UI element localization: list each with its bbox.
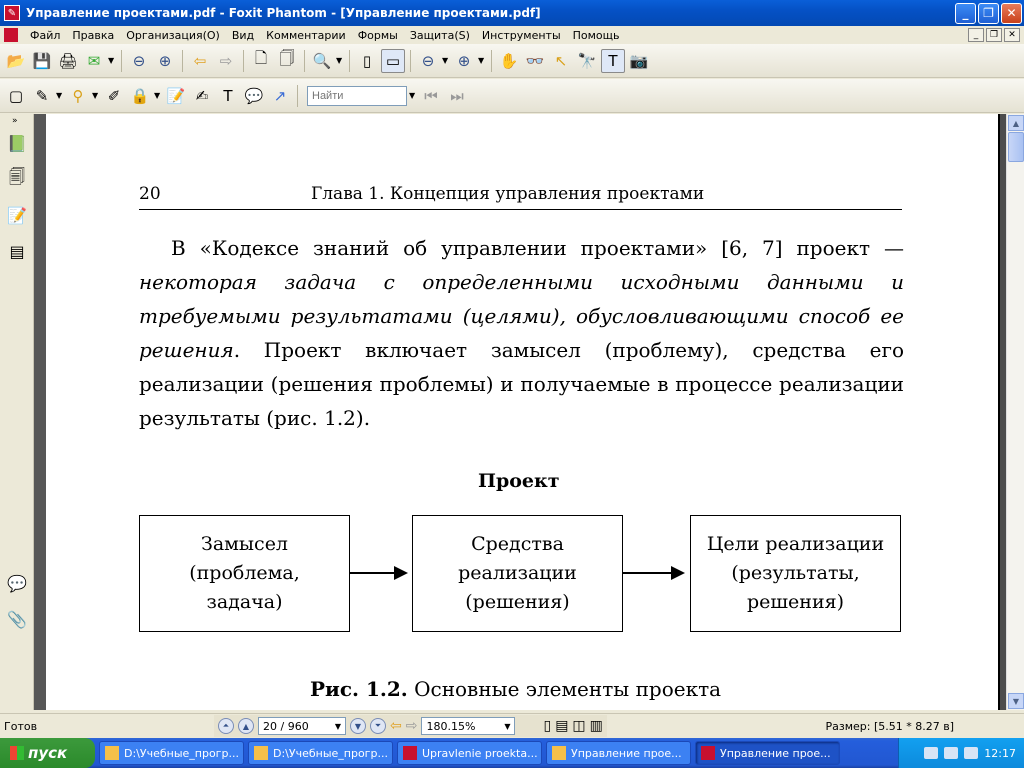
taskbar-item-label: Управление прое...: [720, 746, 831, 760]
network-icon[interactable]: [924, 747, 938, 759]
document-view[interactable]: [46, 114, 1006, 710]
main-toolbar: [0, 44, 1024, 78]
window-title: Управление проектами.pdf - Foxit Phantom - [Управление проектами.pdf]: [26, 6, 541, 20]
next-page-icon[interactable]: ⊕: [158, 51, 172, 70]
hand-tool-icon[interactable]: ✋: [499, 51, 519, 70]
menu-help[interactable]: Помощь: [572, 28, 620, 42]
select-arrow-icon[interactable]: ↖: [554, 51, 568, 70]
taskbar: [0, 738, 1024, 768]
continuous-icon[interactable]: ▤: [555, 718, 569, 734]
pdf-page: [46, 114, 1000, 710]
taskbar-item[interactable]: [248, 741, 393, 765]
menu-tools[interactable]: Инструменты: [481, 28, 561, 42]
menu-file[interactable]: Файл: [30, 28, 61, 42]
zoom-field-dropdown-icon[interactable]: ▼: [504, 721, 511, 731]
status-bar: [0, 713, 1024, 738]
diagram-arrow: [350, 572, 406, 574]
toolbar-divider: [182, 50, 183, 72]
lock-dropdown-icon[interactable]: ▼: [154, 91, 161, 100]
document-icon[interactable]: [4, 28, 18, 42]
volume-icon[interactable]: [964, 747, 978, 759]
print-icon[interactable]: 🖨: [58, 51, 78, 70]
page-navigation: [214, 715, 607, 737]
callout-icon[interactable]: 💬: [244, 86, 264, 105]
box-goals-label: Цели реализации (результаты, решения): [706, 533, 885, 613]
read-glasses-icon[interactable]: 👓: [525, 51, 545, 70]
minimize-button[interactable]: _: [955, 3, 976, 24]
nav-forward-icon[interactable]: ⇨: [405, 718, 418, 734]
single-page-icon[interactable]: ▯: [543, 718, 552, 734]
arrow-tool-icon[interactable]: ↗: [273, 86, 287, 105]
foxit-app-icon: ✎: [4, 5, 20, 21]
foxit-icon: [701, 746, 715, 760]
menu-forms[interactable]: Формы: [357, 28, 398, 42]
figure-title: Проект: [478, 470, 560, 492]
email-dropdown-icon[interactable]: ▼: [108, 56, 115, 65]
taskbar-item-label: Upravlenie proekta...: [422, 746, 538, 760]
zoom-in-dropdown-icon[interactable]: ▼: [478, 56, 485, 65]
highlight-icon[interactable]: ✐: [107, 86, 121, 105]
menu-organize[interactable]: Организация(О): [126, 28, 220, 42]
system-tray: [898, 738, 1024, 768]
status-ready: Готов: [4, 719, 38, 733]
page-number-field[interactable]: [258, 717, 346, 735]
menu-view[interactable]: Вид: [231, 28, 255, 42]
windows-logo-icon: [10, 746, 24, 760]
edit-toolbar: [0, 79, 1024, 113]
zoom-in-icon[interactable]: ⊕: [457, 51, 471, 70]
doc-restore-button[interactable]: ❐: [986, 28, 1002, 42]
menu-edit[interactable]: Правка: [72, 28, 115, 42]
layers-icon[interactable]: ▤: [9, 241, 25, 261]
menu-protect[interactable]: Защита(S): [409, 28, 470, 42]
scroll-up-icon[interactable]: ▲: [1008, 115, 1024, 131]
insert-page-icon[interactable]: 🗋: [254, 49, 268, 67]
close-button[interactable]: ✕: [1001, 3, 1022, 24]
page-number-value: 20 / 960: [263, 719, 309, 733]
attachments-icon[interactable]: 📎: [7, 609, 27, 629]
bookmarks-icon[interactable]: 📗: [7, 133, 27, 153]
start-label: пуск: [28, 744, 68, 762]
snapshot-icon[interactable]: 📷: [629, 51, 649, 70]
note-edit-icon[interactable]: 📝: [166, 86, 186, 105]
pen-icon[interactable]: ✎: [35, 86, 49, 105]
facing-icon[interactable]: ◫: [572, 718, 586, 734]
vertical-scrollbar[interactable]: [1006, 114, 1024, 710]
body-paragraph: [139, 231, 904, 435]
email-icon[interactable]: ✉: [87, 51, 101, 70]
language-icon[interactable]: [944, 747, 958, 759]
next-page-nav-icon[interactable]: ▼: [350, 718, 366, 734]
binoculars-icon[interactable]: 🔭: [577, 51, 597, 70]
clock: 12:17: [984, 746, 1016, 760]
maximize-button[interactable]: ❐: [978, 3, 999, 24]
find-prev-icon[interactable]: ⏮: [424, 86, 438, 105]
taskbar-item-label: D:\Учебные_прогр...: [273, 746, 388, 760]
lock-icon[interactable]: 🔒: [130, 86, 150, 105]
navigation-panel: [0, 114, 34, 710]
zoom-out-dropdown-icon[interactable]: ▼: [442, 56, 449, 65]
pen-dropdown-icon[interactable]: ▼: [56, 91, 63, 100]
taskbar-item-label: Управление прое...: [571, 746, 682, 760]
first-page-icon[interactable]: ⏶: [218, 718, 234, 734]
typewriter-icon[interactable]: ✍: [195, 86, 209, 105]
doc-minimize-button[interactable]: _: [968, 28, 984, 42]
taskbar-item-label: D:\Учебные_прогр...: [124, 746, 239, 760]
find-next-icon[interactable]: ⏭: [450, 86, 464, 105]
taskbar-item[interactable]: [546, 741, 691, 765]
open-icon[interactable]: 📂: [6, 51, 26, 70]
text-select-icon[interactable]: T: [601, 49, 625, 73]
caption-number: Рис. 1.2.: [310, 677, 408, 701]
box-concept-label: Замысел (проблема, задача): [189, 533, 300, 613]
menu-comments[interactable]: Комментарии: [266, 28, 346, 42]
box-means-label: Средства реализации (решения): [458, 533, 577, 613]
title-bar: [0, 0, 1024, 26]
figure-caption: [310, 677, 721, 701]
prev-page-icon[interactable]: ⊖: [132, 51, 146, 70]
toolbar-divider: [304, 50, 305, 72]
zoom-value: 180.15%: [426, 719, 476, 733]
back-arrow-icon[interactable]: ⇦: [193, 51, 207, 70]
comment-box-icon[interactable]: ▢: [8, 86, 24, 105]
diagram-arrow: [623, 572, 683, 574]
forward-arrow-icon[interactable]: ⇨: [219, 51, 233, 70]
save-icon[interactable]: 💾: [32, 51, 52, 70]
folder-icon: [105, 746, 119, 760]
toolbar-divider: [410, 50, 411, 72]
toolbar-divider: [121, 50, 122, 72]
paragraph-text-start: В «Кодексе знаний об управлении проектами» [6, 7] проект —: [171, 236, 904, 260]
fit-width-icon[interactable]: ▭: [381, 49, 405, 73]
toolbar-divider: [491, 50, 492, 72]
taskbar-item-active[interactable]: [695, 741, 840, 765]
page-gutter: [34, 114, 46, 710]
scroll-thumb[interactable]: [1008, 132, 1024, 162]
panel-collapse-icon[interactable]: »: [12, 116, 18, 126]
page-size: Размер: [5.51 * 8.27 в]: [825, 719, 954, 733]
toolbar-divider: [349, 50, 350, 72]
start-button[interactable]: [0, 738, 95, 768]
caption-text: Основные элементы проекта: [407, 677, 722, 701]
nav-back-icon[interactable]: ⇦: [390, 718, 402, 734]
page-header: [139, 184, 902, 210]
chapter-title: Глава 1. Концепция управления проектами: [311, 184, 705, 204]
doc-close-button[interactable]: ✕: [1004, 28, 1020, 42]
zoom-dropdown-icon[interactable]: ▼: [336, 56, 343, 65]
comments-panel-icon[interactable]: 💬: [7, 573, 27, 593]
find-input[interactable]: [307, 86, 407, 106]
extract-page-icon[interactable]: 🗍: [279, 49, 295, 67]
taskbar-item[interactable]: [99, 741, 244, 765]
continuous-facing-icon[interactable]: ▥: [589, 718, 603, 734]
stamp-icon[interactable]: ⚲: [72, 86, 84, 105]
zoom-icon[interactable]: 🔍: [312, 51, 332, 70]
stamp-dropdown-icon[interactable]: ▼: [92, 91, 99, 100]
annotations-icon[interactable]: 📝: [7, 205, 27, 225]
taskbar-item[interactable]: [397, 741, 542, 765]
paragraph-definition: некоторая задача с определенными исходными данными и требуемыми результатами (целями), обусловливающими способ ее решения: [139, 270, 904, 362]
diagram-box-goals: [690, 515, 901, 632]
menu-bar: [0, 26, 1024, 44]
fit-page-icon[interactable]: ▯: [362, 51, 372, 70]
scroll-down-icon[interactable]: ▼: [1008, 693, 1024, 709]
zoom-out-icon[interactable]: ⊖: [421, 51, 435, 70]
folder-icon: [254, 746, 268, 760]
textbox-icon[interactable]: T: [223, 86, 233, 105]
zoom-field[interactable]: [421, 717, 515, 735]
toolbar-divider: [243, 50, 244, 72]
archive-icon: [403, 746, 417, 760]
diagram-box-concept: [139, 515, 350, 632]
prev-page-nav-icon[interactable]: ▲: [238, 718, 254, 734]
toolbar-divider: [297, 85, 298, 107]
paragraph-text-end: . Проект включает замысел (проблему), средства его реализации (решения проблемы) и получаемые в процессе реализации результаты (рис. 1.2).: [139, 338, 904, 430]
page-number: 20: [139, 184, 161, 204]
last-page-icon[interactable]: ⏷: [370, 718, 386, 734]
diagram-box-means: [412, 515, 623, 632]
folder-icon: [552, 746, 566, 760]
find-dropdown-icon[interactable]: ▼: [409, 91, 416, 100]
pages-icon[interactable]: 🗐: [9, 166, 25, 186]
page-dropdown-icon[interactable]: ▼: [334, 721, 341, 731]
